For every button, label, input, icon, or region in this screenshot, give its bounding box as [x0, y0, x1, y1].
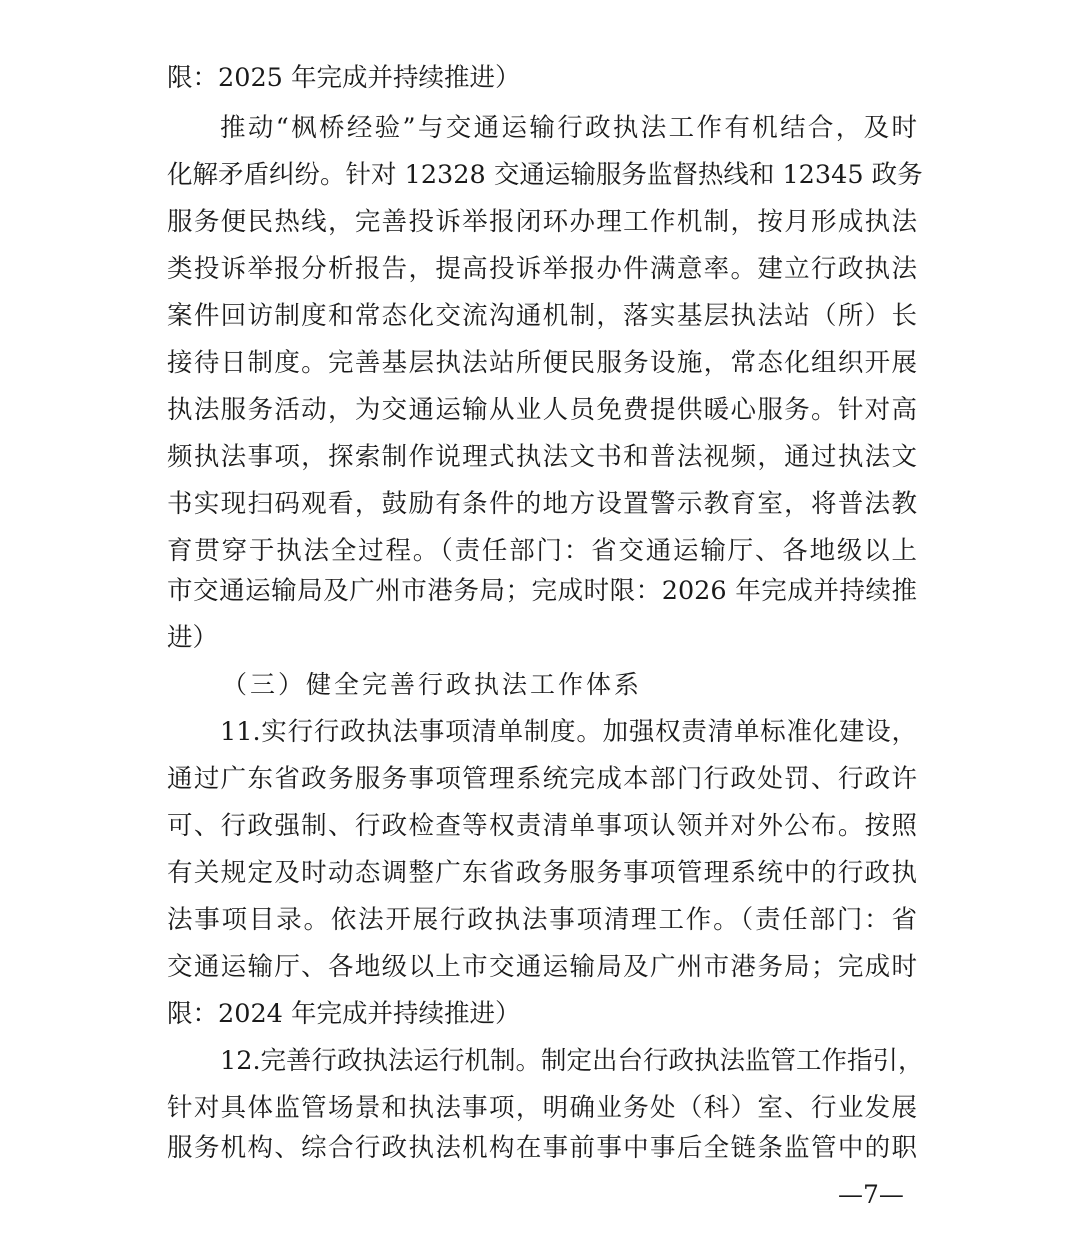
text-line: 服务机构、综合行政执法机构在事前事中事后全链条监管中的职: [167, 1133, 917, 1163]
text-line: 频执法事项，探索制作说理式执法文书和普法视频，通过执法文: [167, 442, 917, 472]
section-heading: （三）健全完善行政执法工作体系: [222, 670, 643, 699]
text-line: 针对具体监管场景和执法事项，明确业务处（科）室、行业发展: [167, 1093, 917, 1123]
text-line: 12.完善行政执法运行机制。制定出台行政执法监管工作指引，: [220, 1046, 924, 1076]
text-line: 交通运输厅、各地级以上市交通运输局及广州市港务局；完成时: [167, 952, 917, 982]
text-line: 服务便民热线，完善投诉举报闭环办理工作机制，按月形成执法: [167, 207, 917, 237]
page-number: —7—: [838, 1180, 904, 1209]
text-line: 接待日制度。完善基层执法站所便民服务设施，常态化组织开展: [167, 348, 917, 378]
text-line: 推动“枫桥经验”与交通运输行政执法工作有机结合，及时: [220, 113, 917, 143]
text-line: 限：2024 年完成并持续推进）: [167, 999, 521, 1029]
text-line: 书实现扫码观看，鼓励有条件的地方设置警示教育室，将普法教: [167, 489, 917, 519]
text-line: 限：2025 年完成并持续推进）: [167, 63, 521, 93]
text-line: 案件回访制度和常态化交流沟通机制，落实基层执法站（所）长: [167, 301, 917, 331]
text-line: 执法服务活动，为交通运输从业人员免费提供暖心服务。针对高: [167, 395, 917, 425]
text-line: 化解矛盾纠纷。针对 12328 交通运输服务监督热线和 12345 政务: [167, 160, 923, 190]
text-line: 市交通运输局及广州市港务局；完成时限：2026 年完成并持续推: [167, 576, 917, 606]
text-line: 进）: [167, 623, 219, 653]
text-line: 法事项目录。依法开展行政执法事项清理工作。（责任部门：省: [167, 905, 917, 935]
text-line: 育贯穿于执法全过程。（责任部门：省交通运输厅、各地级以上: [167, 536, 917, 566]
text-line: 11.实行行政执法事项清单制度。加强权责清单标准化建设，: [220, 717, 917, 747]
text-line: 类投诉举报分析报告，提高投诉举报办件满意率。建立行政执法: [167, 254, 917, 284]
text-line: 可、行政强制、行政检查等权责清单事项认领并对外公布。按照: [167, 811, 917, 841]
text-line: 有关规定及时动态调整广东省政务服务事项管理系统中的行政执: [167, 858, 917, 888]
text-line: 通过广东省政务服务事项管理系统完成本部门行政处罚、行政许: [167, 764, 917, 794]
